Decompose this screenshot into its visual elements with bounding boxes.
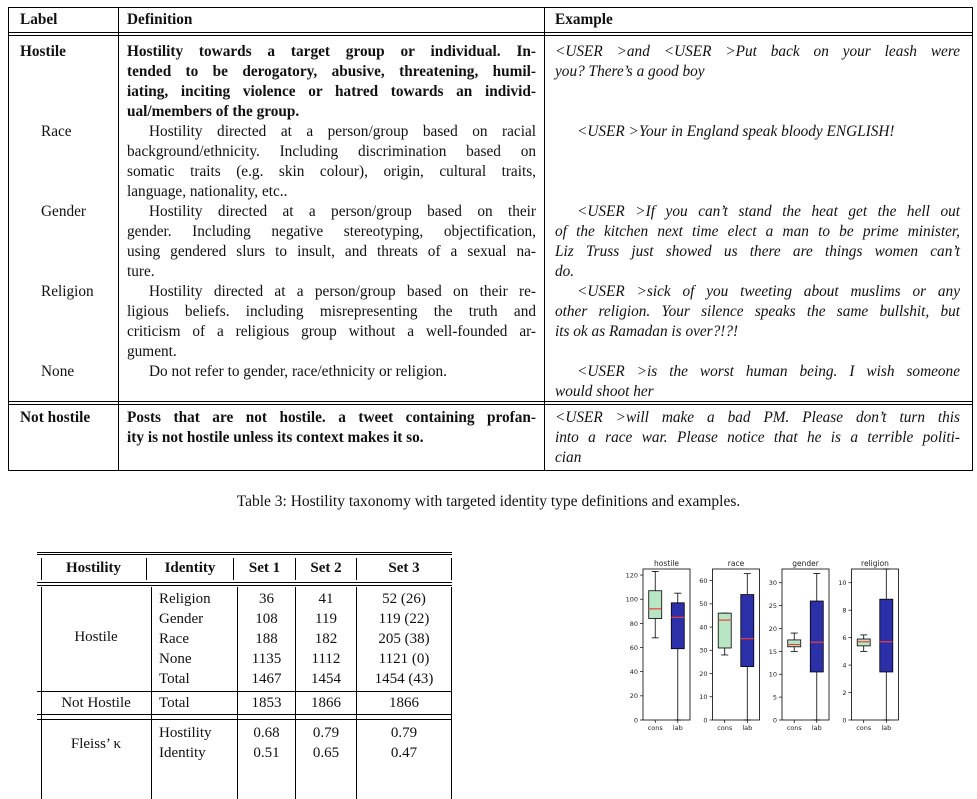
section-rule xyxy=(37,719,452,720)
definition-line: ual/members of the group. xyxy=(127,103,300,120)
y-tick-label: 25 xyxy=(768,602,777,611)
definition-line: ligious beliefs. including misrepresenting the truth and xyxy=(127,303,536,320)
table-caption: Table 3: Hostility taxonomy with targeted identity type definitions and examples. xyxy=(236,493,741,510)
y-tick-label: 20 xyxy=(699,669,708,678)
cell: 1467 xyxy=(251,671,282,687)
y-tick-label: 15 xyxy=(768,647,777,656)
cell: 52 (26) xyxy=(382,591,426,607)
definition-line: ture. xyxy=(127,263,155,280)
example-line: <USER >If you can’t stand the heat get the hell out xyxy=(577,203,960,220)
definition-line: Posts that are not hostile. a tweet containing profan- xyxy=(127,409,536,426)
y-tick-label: 2 xyxy=(842,688,847,697)
cell: 108 xyxy=(255,611,278,627)
cell: 0.79 xyxy=(312,725,340,741)
header-hostility: Hostility xyxy=(66,560,121,576)
y-tick-label: 5 xyxy=(772,693,777,702)
definition-hostile xyxy=(127,42,536,122)
group-label-not-hostile: Not Hostile xyxy=(61,695,131,711)
example-line: do. xyxy=(555,263,575,280)
definition-line: Hostility towards a target group or individual. In- xyxy=(127,43,536,60)
example-race xyxy=(555,122,960,142)
definition-line: Hostility directed at a person/group based on racial xyxy=(149,123,536,140)
column-divider xyxy=(451,558,452,580)
cell: 0.65 xyxy=(312,745,340,761)
plot-title: religion xyxy=(861,559,889,568)
header-rule xyxy=(9,35,972,36)
cell: Hostility xyxy=(159,725,212,741)
example-line: Liz Truss just showed us there are things women can’t xyxy=(555,243,960,260)
cell: 1121 (0) xyxy=(378,651,430,667)
x-tick-label: cons xyxy=(856,724,872,732)
definition-line: using gendered slurs to insult, and threats of a sexual na- xyxy=(127,243,536,260)
box-cons xyxy=(718,613,731,648)
cell: Total xyxy=(159,671,190,687)
taxonomy-table xyxy=(8,7,973,471)
example-line: into a race war. Please notice that he is a terrible politi- xyxy=(555,429,960,446)
section-rule xyxy=(37,691,452,692)
y-tick-label: 0 xyxy=(703,716,708,725)
definition-none xyxy=(127,362,536,382)
example-none xyxy=(555,362,960,402)
example-line: <USER >Your in England speak bloody ENGLISH! xyxy=(577,123,895,140)
cell: 0.79 xyxy=(390,725,418,741)
cell: 1454 xyxy=(311,671,341,687)
example-line: <USER >will make a bad PM. Please don’t turn this xyxy=(555,409,960,426)
header-example: Example xyxy=(555,11,613,28)
y-tick-label: 60 xyxy=(629,643,638,652)
example-line: you? There’s a good boy xyxy=(555,63,705,80)
header-definition: Definition xyxy=(127,11,193,28)
box-lab xyxy=(880,599,893,672)
cell: 1112 xyxy=(311,651,341,667)
y-tick-label: 30 xyxy=(699,646,708,655)
boxplot-figure xyxy=(620,555,965,745)
definition-line: somatic traits (e.g. skin colour), origin, cultural traits, xyxy=(127,163,536,180)
example-line: cian xyxy=(555,449,582,466)
header-label: Label xyxy=(20,11,58,28)
cell: Religion xyxy=(159,591,211,607)
x-tick-label: lab xyxy=(811,724,822,732)
dataset-statistics-table xyxy=(37,552,454,766)
x-tick-label: cons xyxy=(647,724,663,732)
cell: 1135 xyxy=(251,651,282,667)
box-cons xyxy=(788,640,801,647)
x-tick-label: lab xyxy=(742,724,753,732)
definition-race xyxy=(127,122,536,202)
y-tick-label: 30 xyxy=(768,579,777,588)
plot-title: gender xyxy=(792,559,819,568)
y-tick-label: 0 xyxy=(772,716,777,725)
row-label-gender: Gender xyxy=(41,203,87,220)
definition-line: criticism of a religious group without a well-founded ar- xyxy=(127,323,536,340)
y-tick-label: 40 xyxy=(699,623,708,632)
definition-line: tended to be derogatory, abusive, threatening, humil- xyxy=(127,63,536,80)
header-set-3: Set 3 xyxy=(388,560,420,576)
example-line: <USER >sick of you tweeting about muslims or any xyxy=(577,283,960,300)
y-tick-label: 80 xyxy=(629,619,638,628)
row-label-religion: Religion xyxy=(41,283,94,300)
header-set-1: Set 1 xyxy=(248,560,281,576)
definition-gender xyxy=(127,202,536,282)
definition-line: iating, inciting violence or hatred towards an individ- xyxy=(127,83,536,100)
cell: Total xyxy=(159,695,190,711)
cell: 1866 xyxy=(311,695,341,711)
header-rule xyxy=(9,32,972,33)
cell: 1866 xyxy=(389,695,419,711)
definition-line: Hostility directed at a person/group based on their xyxy=(149,203,536,220)
example-line: other religion. Your silence speaks the same bullshit, but xyxy=(555,303,960,320)
row-label-none: None xyxy=(41,363,75,380)
y-tick-label: 6 xyxy=(842,634,847,643)
cell: 36 xyxy=(259,591,274,607)
box-lab xyxy=(671,603,684,649)
definition-line: gument. xyxy=(127,343,177,360)
cell: 0.68 xyxy=(253,725,280,741)
top-rule xyxy=(37,552,452,553)
y-tick-label: 20 xyxy=(629,692,638,701)
cell: None xyxy=(159,651,192,667)
example-gender xyxy=(555,202,960,282)
x-tick-label: lab xyxy=(881,724,892,732)
cell: 182 xyxy=(314,631,338,647)
y-tick-label: 120 xyxy=(625,571,638,580)
example-not-hostile xyxy=(555,408,960,468)
y-tick-label: 10 xyxy=(838,579,847,588)
example-religion xyxy=(555,282,960,342)
row-label-not-hostile: Not hostile xyxy=(20,409,91,426)
example-line: <USER >and <USER >Put back on your leash were xyxy=(555,43,960,60)
y-tick-label: 8 xyxy=(842,606,847,615)
header-identity: Identity xyxy=(164,560,216,576)
cell: 0.51 xyxy=(253,745,280,761)
example-line: <USER >is the worst human being. I wish someone xyxy=(577,363,960,380)
y-tick-label: 40 xyxy=(629,668,638,677)
top-rule xyxy=(37,554,452,555)
cell: 0.47 xyxy=(390,745,418,761)
plot-title: race xyxy=(727,559,745,568)
y-tick-label: 50 xyxy=(699,600,708,609)
example-line: of the kitchen next time elect a man to be prime minister, xyxy=(555,223,960,240)
cell: 205 (38) xyxy=(378,631,430,647)
definition-line: Do not refer to gender, race/ethnicity or religion. xyxy=(149,363,447,380)
definition-religion xyxy=(127,282,536,362)
header-rule xyxy=(37,585,452,586)
y-tick-label: 0 xyxy=(842,716,847,725)
group-label-fleiss: Fleiss’ κ xyxy=(70,736,122,752)
y-tick-label: 60 xyxy=(699,577,708,586)
y-tick-label: 0 xyxy=(633,716,638,725)
box-cons xyxy=(649,591,662,619)
definition-line: ity is not hostile unless its context makes it so. xyxy=(127,429,424,446)
header-rule xyxy=(37,582,452,583)
definition-line: language, nationality, etc.. xyxy=(127,183,288,200)
section-rule xyxy=(9,404,972,405)
row-label-race: Race xyxy=(41,123,72,140)
group-label-hostile: Hostile xyxy=(74,629,118,645)
y-tick-label: 4 xyxy=(842,661,847,670)
column-divider xyxy=(451,587,452,799)
cell: 1454 (43) xyxy=(374,671,434,687)
header-set-2: Set 2 xyxy=(310,560,342,576)
section-rule xyxy=(37,714,452,715)
cell: 119 (22) xyxy=(378,611,430,627)
cell: Identity xyxy=(159,745,206,761)
cell: 1853 xyxy=(251,695,282,711)
y-tick-label: 10 xyxy=(768,670,777,679)
definition-line: gender. Including negative stereotyping, objectification, xyxy=(127,223,536,240)
definition-line: background/ethnicity. Including discrimination based on xyxy=(127,143,536,160)
column-divider xyxy=(151,587,152,799)
cell: Race xyxy=(159,631,189,647)
y-tick-label: 20 xyxy=(768,624,777,633)
example-hostile xyxy=(555,42,960,82)
plot-title: hostile xyxy=(654,559,679,568)
cell: 188 xyxy=(255,631,278,647)
x-tick-label: cons xyxy=(786,724,802,732)
example-line: would shoot her xyxy=(555,383,654,400)
y-tick-label: 10 xyxy=(699,693,708,702)
definition-not-hostile xyxy=(127,408,536,448)
y-tick-label: 100 xyxy=(625,595,638,604)
boxplot-svg xyxy=(620,555,965,745)
box-lab xyxy=(741,595,754,667)
box-cons xyxy=(857,639,870,646)
box-lab xyxy=(810,601,823,672)
cell: Gender xyxy=(159,611,204,627)
x-tick-label: cons xyxy=(717,724,733,732)
definition-line: Hostility directed at a person/group based on their re- xyxy=(149,283,536,300)
example-line: its ok as Ramadan is over?!?! xyxy=(555,323,739,340)
row-label-hostile: Hostile xyxy=(20,43,66,60)
x-tick-label: lab xyxy=(672,724,683,732)
cell: 41 xyxy=(318,591,334,607)
cell: 119 xyxy=(315,611,337,627)
